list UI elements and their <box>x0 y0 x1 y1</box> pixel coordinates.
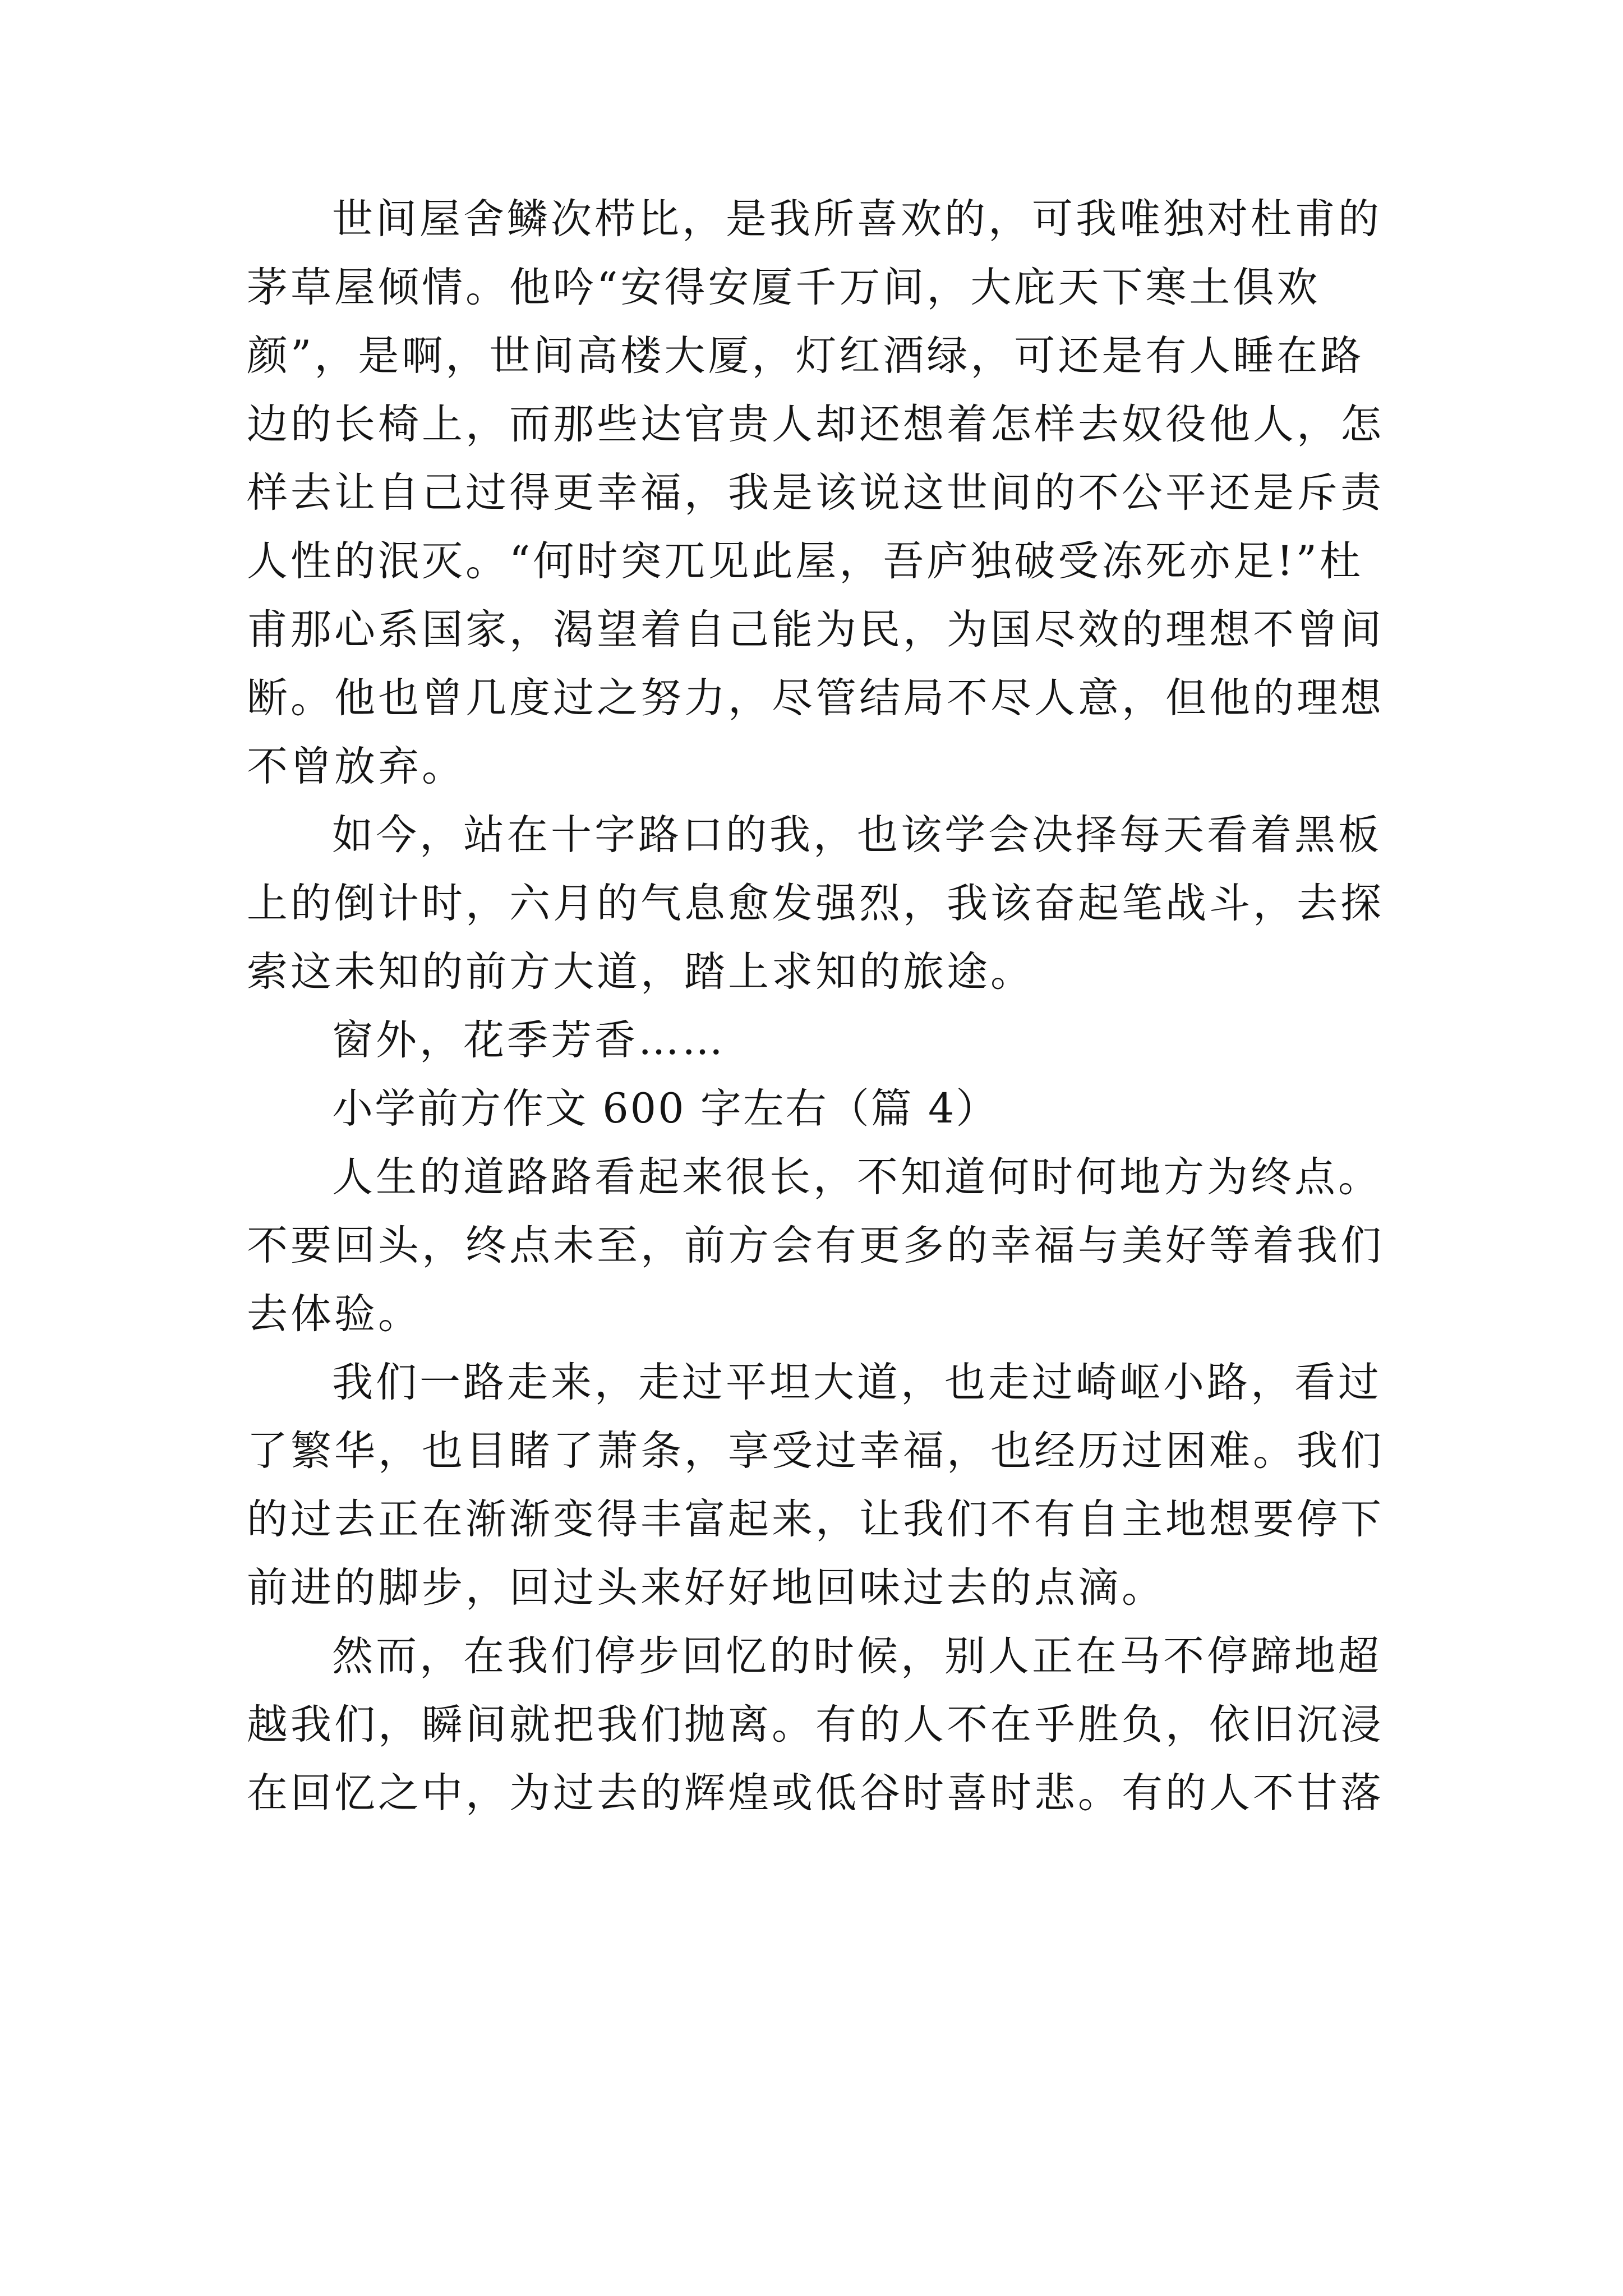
paragraph-line: 了繁华，也目睹了萧条，享受过幸福，也经历过困难。我们 <box>247 1427 1384 1475</box>
paragraph-line: 然而，在我们停步回忆的时候，别人正在马不停蹄地超 <box>332 1632 1382 1680</box>
paragraph-line: 在回忆之中，为过去的辉煌或低谷时喜时悲。有的人不甘落 <box>247 1769 1384 1817</box>
paragraph-line: 去体验。 <box>247 1290 422 1338</box>
paragraph-line: 甫那心系国家，渴望着自己能为民，为国尽效的理想不曾间 <box>247 606 1384 654</box>
paragraph-line: 不曾放弃。 <box>247 743 465 790</box>
paragraph-line: 不要回头，终点未至，前方会有更多的幸福与美好等着我们 <box>247 1222 1384 1269</box>
paragraph-line: 我们一路走来，走过平坦大道，也走过崎岖小路，看过 <box>332 1359 1382 1406</box>
paragraph-line: 人性的泯灭。“何时突兀见此屋，吾庐独破受冻死亦足!”杜 <box>247 537 1363 585</box>
paragraph-line: 断。他也曾几度过之努力，尽管结局不尽人意，但他的理想 <box>247 674 1384 722</box>
paragraph-line: 世间屋舍鳞次栉比，是我所喜欢的，可我唯独对杜甫的 <box>332 195 1382 243</box>
paragraph-line: 索这未知的前方大道，踏上求知的旅途。 <box>247 948 1034 996</box>
paragraph-line: 上的倒计时，六月的气息愈发强烈，我该奋起笔战斗，去探 <box>247 880 1384 927</box>
paragraph-line: 越我们，瞬间就把我们抛离。有的人不在乎胜负，依旧沉浸 <box>247 1701 1384 1749</box>
paragraph-line: 样去让自己过得更幸福，我是该说这世间的不公平还是斥责 <box>247 469 1384 517</box>
paragraph-line: 人生的道路路看起来很长，不知道何时何地方为终点。 <box>332 1153 1382 1201</box>
section-heading: 小学前方作文 600 字左右（篇 4） <box>332 1085 999 1133</box>
paragraph-line: 茅草屋倾情。他吟“安得安厦千万间，大庇天下寒土俱欢 <box>247 264 1321 311</box>
paragraph-line: 的过去正在渐渐变得丰富起来，让我们不有自主地想要停下 <box>247 1496 1384 1543</box>
paragraph-line: 窗外，花季芳香…… <box>332 1016 726 1064</box>
paragraph-line: 边的长椅上，而那些达官贵人却还想着怎样去奴役他人，怎 <box>247 401 1384 448</box>
paragraph-line: 如今，站在十字路口的我，也该学会决择每天看着黑板 <box>332 811 1382 859</box>
document-page <box>247 185 1396 1828</box>
paragraph-line: 前进的脚步，回过头来好好地回味过去的点滴。 <box>247 1564 1165 1612</box>
paragraph-line: 颜”，是啊，世间高楼大厦，灯红酒绿，可还是有人睡在路 <box>247 332 1364 380</box>
